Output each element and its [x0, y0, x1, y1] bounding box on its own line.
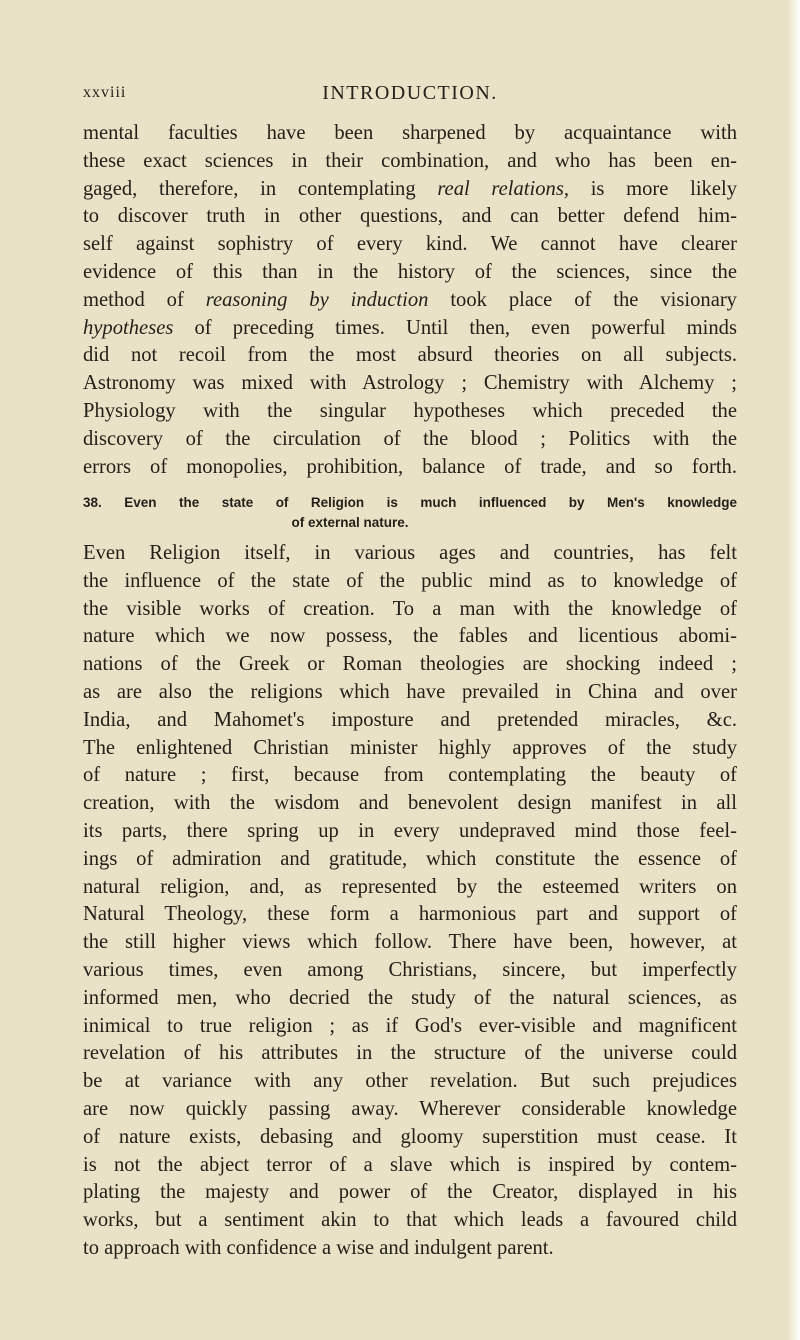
running-head: INTRODUCTION. — [322, 82, 498, 104]
text-line: its parts, there spring up in every undepraved mind those feel- — [83, 819, 737, 842]
page-number: xxviii — [83, 84, 127, 101]
italic-phrase: hypotheses — [83, 316, 174, 339]
page-header — [83, 82, 737, 114]
text-line-start: gaged, therefore, in contemplating — [83, 177, 438, 200]
paragraph-two — [83, 540, 737, 1263]
text-line: The enlightened Christian minister highly approves of the study — [83, 736, 737, 759]
text-line: inimical to true religion ; as if God's ever-visible and magnificent — [83, 1014, 737, 1037]
text-line: is not the abject terror of a slave which is inspired by contem- — [83, 1153, 737, 1176]
text-line: Astronomy was mixed with Astrology ; Chemistry with Alchemy ; — [83, 372, 737, 395]
text-line: to discover truth in other questions, and can better defend him- — [83, 205, 737, 228]
text-line — [83, 315, 737, 343]
text-line: self against sophistry of every kind. We cannot have clearer — [83, 233, 737, 256]
text-line: natural religion, and, as represented by the esteemed writers on — [83, 875, 737, 898]
text-line: the influence of the state of the public mind as to knowledge of — [83, 569, 737, 592]
text-line-end: of preceding times. Until then, even powerful minds — [173, 316, 737, 339]
italic-phrase: reasoning by induction — [205, 288, 429, 311]
text-line: these exact sciences in their combination, and who has been en- — [83, 149, 737, 172]
text-line: Physiology with the singular hypotheses which preceded the — [83, 399, 737, 422]
paragraph-one — [83, 120, 737, 481]
text-line: evidence of this than in the history of the sciences, since the — [83, 260, 737, 283]
italic-phrase: real relations, — [437, 177, 570, 200]
text-line: discovery of the circulation of the blood ; Politics with the — [83, 427, 737, 450]
text-line: ings of admiration and gratitude, which constitute the essence of — [83, 847, 737, 870]
text-line: informed men, who decried the study of the natural sciences, as — [83, 986, 737, 1009]
page-edge — [786, 0, 800, 1340]
text-line: the still higher views which follow. There have been, however, at — [83, 931, 737, 954]
text-line: to approach with confidence a wise and indulgent parent. — [83, 1236, 554, 1259]
text-line — [83, 176, 737, 204]
text-line: mental faculties have been sharpened by acquaintance with — [83, 122, 737, 144]
text-line-start: method of — [83, 288, 206, 311]
text-line-end: is more likely — [569, 177, 737, 200]
text-line-end: took place of the visionary — [428, 288, 737, 311]
text-line: plating the majesty and power of the Creator, displayed in his — [83, 1181, 737, 1204]
text-line: Natural Theology, these form a harmonious part and support of — [83, 903, 737, 926]
text-line: Even Religion itself, in various ages and countries, has felt — [83, 542, 737, 564]
text-line: did not recoil from the most absurd theories on all subjects. — [83, 344, 737, 367]
text-line: are now quickly passing away. Wherever considerable knowledge — [83, 1097, 737, 1120]
text-line: of nature ; first, because from contemplating the beauty of — [83, 764, 737, 787]
text-line: works, but a sentiment akin to that which leads a favoured child — [83, 1209, 737, 1232]
section-heading-line-1: 38. Even the state of Religion is much influenced by Men's knowledge — [83, 495, 737, 510]
section-heading — [83, 493, 737, 533]
text-line: the visible works of creation. To a man with the knowledge of — [83, 597, 737, 620]
section-heading-line-2 — [83, 513, 737, 533]
text-line: as are also the religions which have prevailed in China and over — [83, 680, 737, 703]
text-line: be at variance with any other revelation. But such prejudices — [83, 1070, 737, 1093]
text-line: nature which we now possess, the fables and licentious abomi- — [83, 625, 737, 648]
text-line: revelation of his attributes in the structure of the universe could — [83, 1042, 737, 1065]
text-line: errors of monopolies, prohibition, balance of trade, and so forth. — [83, 455, 737, 478]
text-line: various times, even among Christians, sincere, but imperfectly — [83, 958, 737, 981]
text-line: India, and Mahomet's imposture and pretended miracles, &c. — [83, 708, 737, 731]
text-line: creation, with the wisdom and benevolent design manifest in all — [83, 792, 737, 815]
text-line: nations of the Greek or Roman theologies are shocking indeed ; — [83, 653, 737, 676]
text-line — [83, 287, 737, 315]
text-line: of nature exists, debasing and gloomy superstition must cease. It — [83, 1125, 737, 1148]
section-heading-line-2-text: of external nature. — [291, 515, 409, 530]
